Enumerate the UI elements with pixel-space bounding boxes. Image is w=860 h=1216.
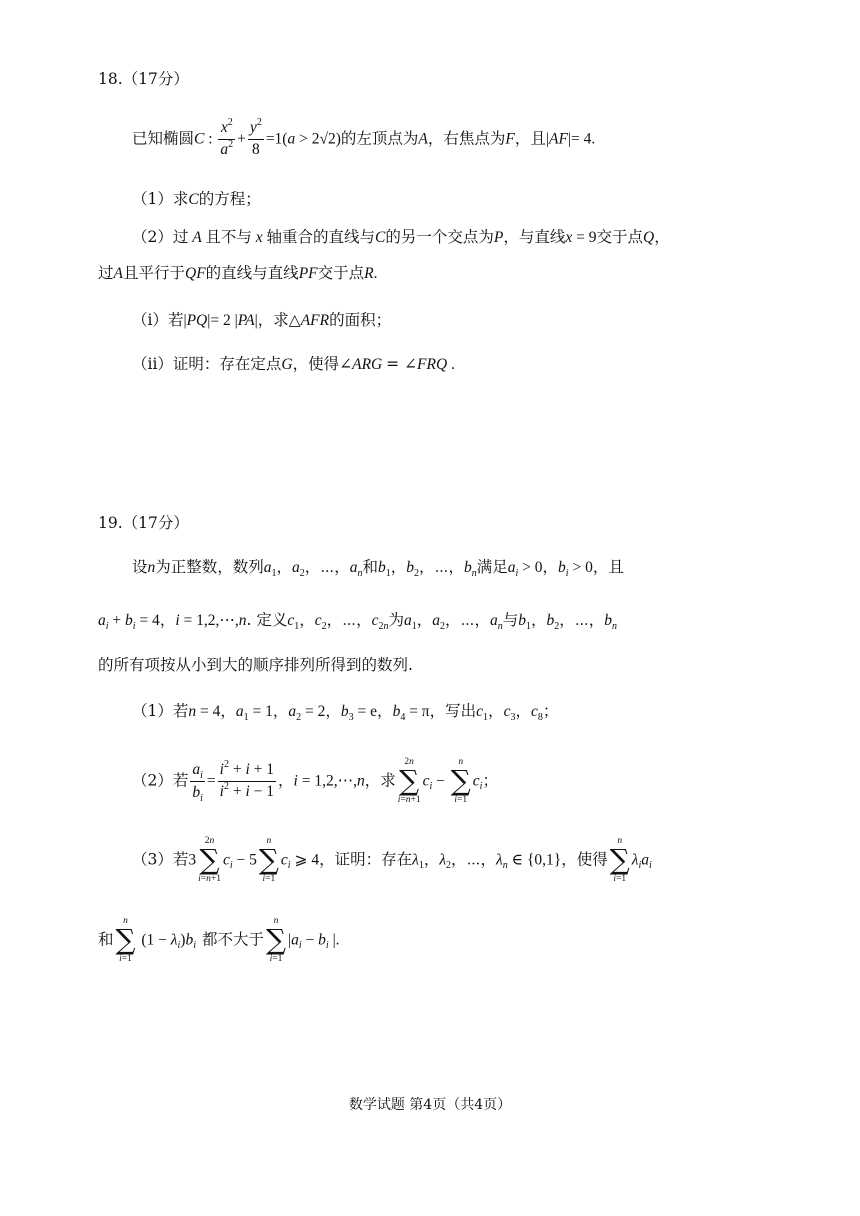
q18-part-i: （i）若|PQ|= 2 |PA|，求△AFR的面积； <box>132 311 392 329</box>
q19-part3: （3）若3 2n ∑ i=n+1 $c_i - 5$ n ∑ i=1 $c_i$ ⩾ 4，证明：存在$\lambda_1$，$\lambda_2$，⋯，$\lambda_n$ ∈ {0,1}，使得 n ∑ i=1 $\lambda_ia_i$ <box>132 836 652 885</box>
q19-last-line: 和 n ∑ i=1 $(1 - \lambda_i)b_i$ 都不大于 n ∑ i=1 $|a_i - b_i$ |. <box>98 916 340 965</box>
q19-part1: （1）若n = 4，$a_1 = 1$，$a_2 = 2$，$b_3 = e$，$b_4 = \pi$，写出$c_1$，$c_3$，$c_8$； <box>132 702 559 723</box>
q18-part-ii: （ii）证明：存在定点G，使得∠ARG = ∠FRQ . <box>132 355 455 373</box>
q18-stem: 已知椭圆C : $\frac{x^2}{a^2}$ + $\frac{y^2}{8}$ =1(a > 2√2)的左顶点为A，右焦点为F，且|AF|= 4. <box>132 117 596 158</box>
q18-part1: （1）求C的方程； <box>132 190 261 208</box>
q18-part2-line1: （2）过 A 且不与 x 轴重合的直线与C的另一个交点为P，与直线x = 9交于点Q， <box>132 228 670 246</box>
q19-part2: （2）若 $\frac{a_i}{b_i}$ = $\frac{i^2 + i + 1}{i^2 + i - 1}$ ，i = 1,2,⋯,n，求 2n ∑ i=n+1 $c_i$ − n ∑ i=1 $c_i$； <box>132 757 498 806</box>
q19-header: 19.（17分） <box>98 514 189 532</box>
q19-line2: $a_i + b_i = 4$，i = 1,2,⋯,n. 定义$c_1$，$c_2$，⋯，$c_{2n}$为$a_1$，$a_2$，⋯，$a_n$与$b_1$，$b_2$，⋯，$b_n$ <box>98 611 617 632</box>
q18-part2-line2: 过A且平行于QF的直线与直线PF交于点R. <box>98 264 378 282</box>
q18-header: 18.（17分） <box>98 70 189 88</box>
q19-line1: 设n为正整数，数列$a_1$，$a_2$，⋯，$a_n$和$b_1$，$b_2$，⋯，$b_n$满足$a_i > 0$，$b_i > 0$，且 <box>132 558 624 579</box>
q19-line3: 的所有项按从小到大的顺序排列所得到的数列. <box>98 656 413 674</box>
page-footer: 数学试题 第4页（共4页） <box>348 1097 512 1113</box>
